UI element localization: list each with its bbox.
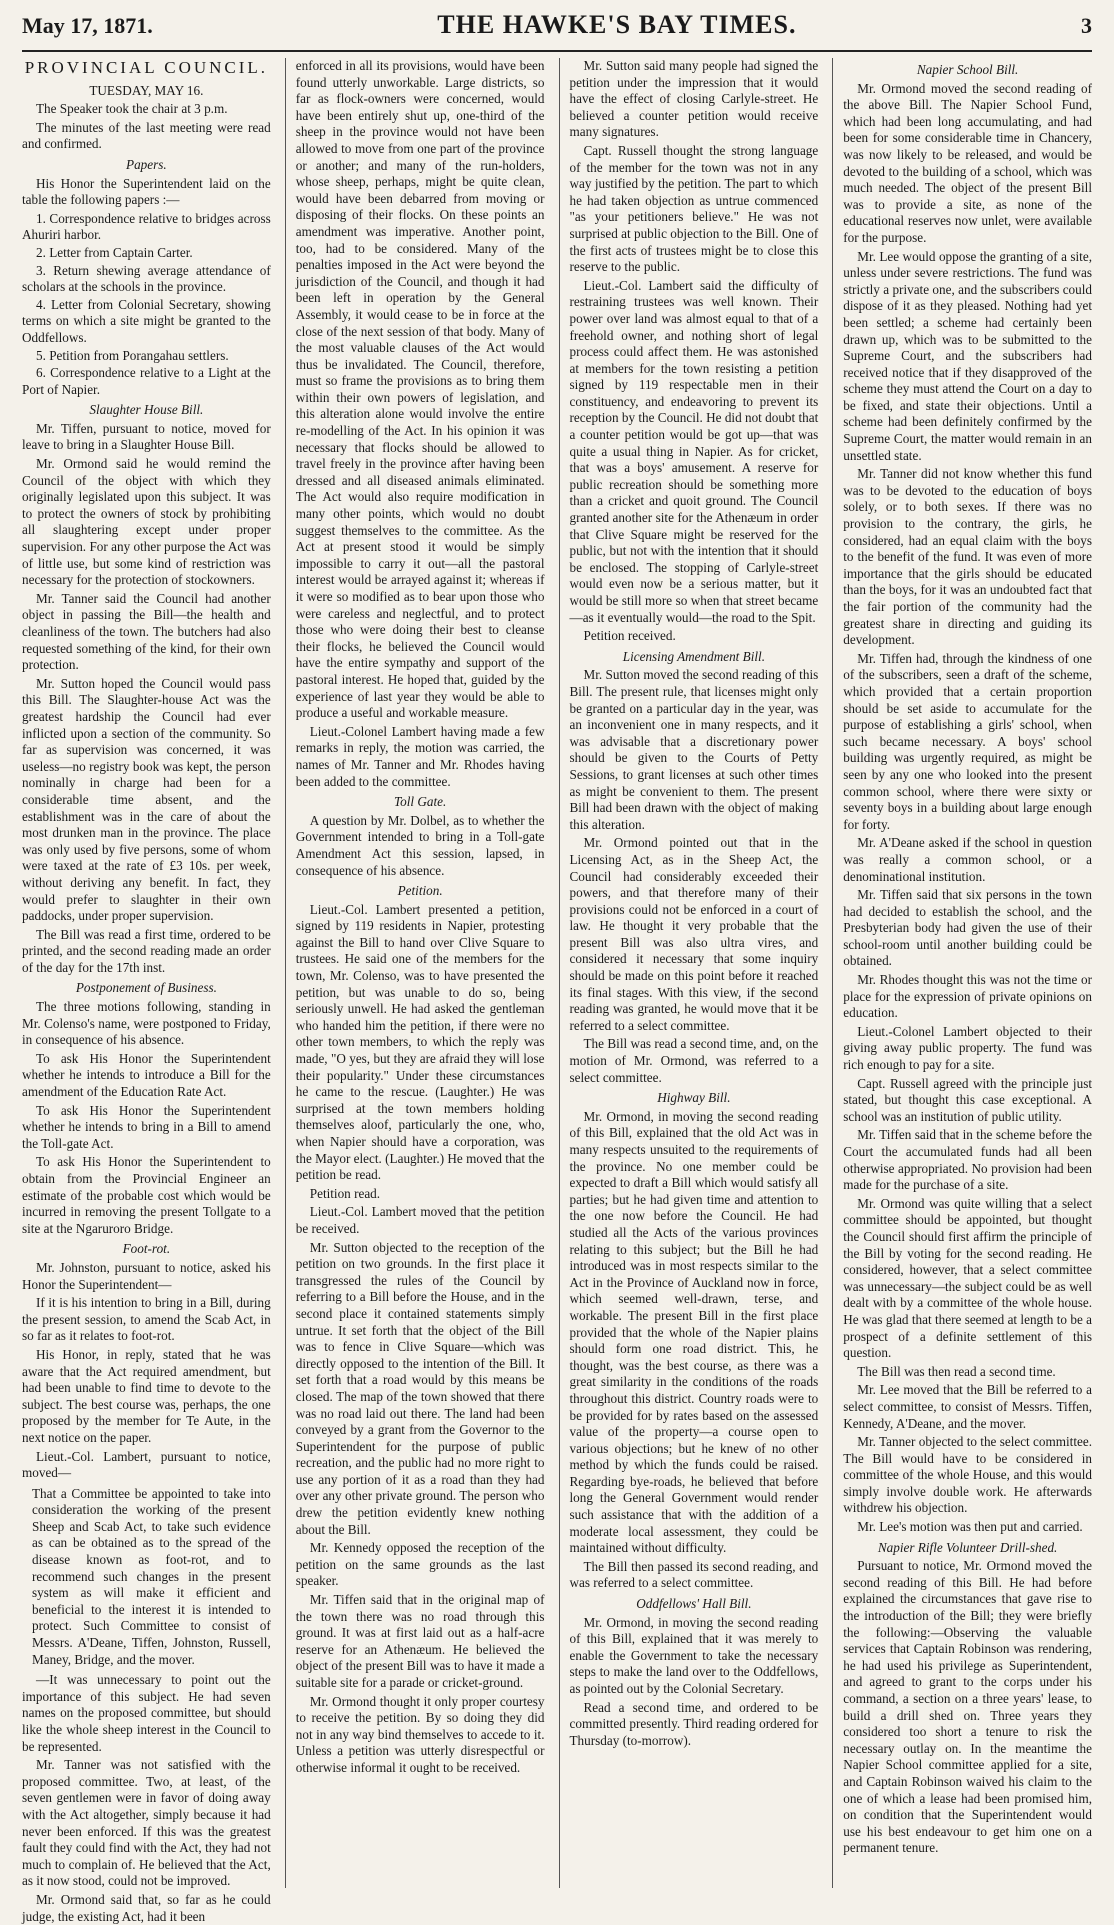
paragraph: Mr. Tanner was not satisfied with the proposed committee. Two, at least, of the seven gentlemen were in favor of doing away with the Act altogether, simply because it had never been enforced. If this was the greatest fault they could find with the Act, they had not much to complain of. He believed that the Act, as it now stood, could not be improved. xyxy=(22,1757,271,1889)
list-item: 5. Petition from Porangahau settlers. xyxy=(36,347,229,363)
paragraph: Mr. Lee would oppose the granting of a site, unless under severe restrictions. The fund was strictly a private one, and the subscribers could dispose of it as they pleased. Nothing had yet been settled; a scheme had certainly been drawn up, which was to be submitted to the Supreme Court, and the subscribers had received notice that if they disapproved of the scheme they must attend the Court on a day to be fixed, and state their objections. Until a scheme had been definitely confirmed by the Supreme Court, the matter would remain in an unsettled state. xyxy=(843,248,1092,463)
paragraph: Lieut.-Col. Lambert moved that the petition be received. xyxy=(295,1204,545,1236)
paragraph: Mr. Tiffen had, through the kindness of one of the subscribers, seen a draft of the scheme, which provided that a certain proportion should be set aside to accumulate for the purpose of establishing a girls' school, when such became necessary. A boys' school building was urgently required, as might be seen by any one who looked into the present common school, where there were sixty or seventy boys in a building about large enough for forty. xyxy=(843,650,1092,832)
paragraph: Mr. Tanner said the Council had another object in passing the Bill—the health and cleanliness of the town. The butchers had also requested something of the kind, for their own protection. xyxy=(22,590,271,673)
paragraph: The Bill was read a first time, ordered to be printed, and the second reading made an order of the day for the 17th inst. xyxy=(22,926,271,975)
paragraph: A question by Mr. Dolbel, as to whether the Government intended to bring in a Toll-gate Amendment Act this session, lapsed, in consequence of his absence. xyxy=(295,812,545,878)
subheading: Postponement of Business. xyxy=(75,980,217,996)
subheading: Highway Bill. xyxy=(657,1090,731,1106)
paragraph: The Speaker took the chair at 3 p.m. xyxy=(36,101,228,117)
paragraph: Mr. Rhodes thought this was not the time or place for the expression of private opinions on education. xyxy=(843,972,1092,1021)
paragraph: His Honor the Superintendent laid on the table the following papers :— xyxy=(22,175,271,208)
paragraph: Read a second time, and ordered to be committed presently. Third reading ordered for Thursday (to-morrow). xyxy=(569,1699,819,1748)
paragraph: Mr. Sutton objected to the reception of the petition on two grounds. In the first place it transgressed the rules of the Council by referring to a Bill before the House, and in the second place it contained statements simply untrue. It set forth that the object of the Bill was to fence in Clive Square—which was directly opposed to the intention of the Bill. It set forth that a road would by this means be closed. The map of the town showed that there was no road laid out there. The land had been conveyed by a grant from the Governor to the Superintendent for the purpose of public recreation, and the public had no more right to use any portion of it as a road than they had over any other private ground. The person who drew the petition evidently knew nothing about the Bill. xyxy=(295,1239,545,1537)
list-item: 1. Correspondence relative to bridges across Ahuriri harbor. xyxy=(22,210,271,243)
paragraph: —It was unnecessary to point out the importance of this subject. He had seven names on the proposed committee, but should like the whole sheep interest in the Council to be represented. xyxy=(22,1672,271,1754)
subheading: Oddfellows' Hall Bill. xyxy=(636,1596,752,1612)
list-item: 3. Return shewing average attendance of scholars at the schools in the province. xyxy=(22,262,271,295)
paragraph: The three motions following, standing in Mr. Colenso's name, were postponed to Friday, in consequence of his absence. xyxy=(22,999,271,1048)
paragraph: Mr. Lee's motion was then put and carried. xyxy=(857,1519,1083,1535)
paragraph: Capt. Russell thought the strong language of the member for the town was not in any way justified by the petition. The part to which he had taken objection as untrue commenced "as your petitioners believe." He was not surprised at public objection to the Bill. One of the first acts of trustees might be to close this reserve to the public. xyxy=(569,142,819,275)
list-item: 6. Correspondence relative to a Light at the Port of Napier. xyxy=(22,365,271,397)
paragraph: Mr. Sutton moved the second reading of this Bill. The present rule, that licenses might only be granted on a particular day in the year, was an inconvenient one in many respects, and it was advisable that a discretionary power should be given to the Courts of Petty Sessions, to grant licenses at such other times as might be convenient to them. The present Bill had been drawn with the object of making this alteration. xyxy=(569,667,819,832)
section-title: PROVINCIAL COUNCIL. xyxy=(24,58,269,77)
newspaper-title: THE HAWKE'S BAY TIMES. xyxy=(437,10,797,39)
paragraph: Mr. Johnston, pursuant to notice, asked his Honor the Superintendent— xyxy=(22,1259,271,1292)
page-number: 3 xyxy=(1080,13,1092,38)
list-item: 4. Letter from Colonial Secretary, showing terms on which a site might be granted to the Oddfellows. xyxy=(22,296,271,345)
paragraph: Lieut.-Colonel Lambert having made a few remarks in reply, the motion was carried, the names of Mr. Tanner and Mr. Rhodes having been added to the committee. xyxy=(295,723,545,789)
paragraph: Mr. Ormond said that, so far as he could judge, the existing Act, had it been xyxy=(22,1891,271,1924)
subheading: Napier Rifle Volunteer Drill-shed. xyxy=(877,1539,1058,1555)
list-item: 2. Letter from Captain Carter. xyxy=(36,244,193,260)
paragraph: Mr. Kennedy opposed the reception of the petition on the same grounds as the last speaker. xyxy=(295,1540,545,1589)
subheading: Toll Gate. xyxy=(393,794,447,810)
masthead xyxy=(22,10,1092,46)
paragraph: Mr. Sutton said many people had signed the petition under the impression that it would have the effect of closing Carlyle-street. He believed a counter petition would receive many signatures. xyxy=(569,58,819,140)
paragraph: Pursuant to notice, Mr. Ormond moved the second reading of this Bill. He had before explained the circumstances that gave rise to the introduction of the Bill; they were briefly the following:—Observing the valuable services that Captain Robinson was rendering, he had used his privilege as Superintendent, and agreed to grant to the corps under his command, a section on a three years' lease, to build a drill shed on. Three years they considered too short a tenure to risk the necessary outlay on. In the meantime the Napier School committee applied for a site, and Captain Robinson waived his claim to the one of which a lease had been promised him, on condition that the Superintendent would use his best endeavour to get him one on a permanent tenure. xyxy=(843,1558,1092,1856)
paragraph: Mr. Ormond, in moving the second reading of this Bill, explained that the old Act was in many respects unsuited to the requirements of the province. No one member could be expected to draft a Bill which would satisfy all parties; but he had given time and attention to the one now before the Council. He had studied all the Acts of the various provinces relating to this subject; but the Bill he had introduced was in most respects similar to the Act in the Province of Auckland now in force, which seemed well-drawn, terse, and workable. The present Bill in the first place provided that the whole of the Napier plains should form one road district. This, he thought, was the best course, as there was a great similarity in the conditions of the roads throughout this district. Country roads were to be provided for by rates based on the assessed value of the property—a course open to various objections; but he knew of no other method by which the funds could be raised. Regarding bye-roads, he believed that before long the General Government would render such assistance that with the addition of a moderate local assessment, they could be maintained without difficulty. xyxy=(569,1108,819,1556)
paragraph: enforced in all its provisions, would have been found utterly unworkable. Large districts, so far as flock-owners were concerned, would have been entirely shut up, one-third of the sheep in the province would not have been allowed to move from one part of the province or another; and many of the run-holders, whose sheep, perhaps, might be quite clean, would have been debarred from moving or disposing of their flocks. On these points an amendment was imperative. Another point, too, had to be considered. Many of the penalties imposed in the Act were beyond the jurisdiction of the Council, and though it had been left in operation by the General Assembly, it would cease to be in force at the close of the next session of that body. Many of the most valuable clauses of the Act would thus be invalidated. The Council, therefore, must so frame the provisions as to bring them within their own powers of legislation, and this alteration alone would involve the entire re-modelling of the Act. In his opinion it was necessary that flocks should be allowed to travel freely in the province after having been dressed and all diseased animals eliminated. The Act would also require modification in many other points, which would no doubt suggest themselves to the committee. As the Act at present stood it would be simply impossible to carry it out—all the pastoral interest would be arrayed against it; whereas if it were so modified as to bear upon those who were careless and neglectful, and to protect those who were doing their best to cleanse their flocks, he believed the Council would have the entire sympathy and support of the pastoral interest. He hoped that, guided by the experience of last year they would be able to produce a useful and workable measure. xyxy=(295,58,545,721)
paragraph: Lieut.-Col. Lambert said the difficulty of restraining trustees was well known. Their power over land was almost equal to that of a freehold owner, and nothing short of legal process could affect them. He was astonished at members for the town resisting a petition signed by 119 respectable men in their constituency, and endeavoring to prevent its reception by the Council. He did not doubt that a counter petition would be got up—that was quite a usual thing in Napier. As for cricket, that was a boys' amusement. A reserve for public recreation should be something more than a cricket and quoit ground. The Council granted another site for the Athenæum in order that Clive Square might be reserved for the public, but not with the intention that it should be enclosed. The stopping of Carlyle-street would even now be a serious matter, but it would be still more so when that street became—as it eventually would—the road to the Spit. xyxy=(569,277,819,625)
paragraph: To ask His Honor the Superintendent to obtain from the Provincial Engineer an estimate of the probable cost which would be incurred in removing the present Tollgate to a site at the Ngaruroro Bridge. xyxy=(22,1154,271,1236)
paragraph: To ask His Honor the Superintendent whether he intends to bring in a Bill to amend the Toll-gate Act. xyxy=(22,1102,271,1151)
paragraph: Mr. Tanner objected to the select committee. The Bill would have to be considered in committee of the whole House, and this would simply involve double work. He afterwards withdrew his objection. xyxy=(843,1434,1092,1516)
paragraph: Mr. Ormond pointed out that in the Licensing Act, as in the Sheep Act, the Council had considerably exceeded their powers, and that therefore many of their provisions could not be enforced in a court of law. He thought it very probable that the present Bill was also ultra vires, and considered it necessary that some inquiry should be made on this point before it reached its final stages. With this view, if the second reading was granted, he would move that it be referred to a select committee. xyxy=(569,835,819,1033)
paragraph: Mr. Ormond moved the second reading of the above Bill. The Napier School Fund, which had been long accumulating, and had been for some considerable time in Chancery, was now likely to be released, and would be devoted to the building of a school, which was much needed. The object of the present Bill was to provide a site, as none of the educational reserves now unlet, were available for the purpose. xyxy=(843,80,1092,245)
paragraph: If it is his intention to bring in a Bill, during the present session, to amend the Scab Act, in so far as it relates to foot-rot. xyxy=(22,1295,271,1344)
paragraph: To ask His Honor the Superintendent whether he intends to introduce a Bill for the amendment of the Education Rate Act. xyxy=(22,1050,271,1100)
motion-text: That a Committee be appointed to take into consideration the working of the present Sheep and Scab Act, to take such evidence as can be obtained as to the spread of the disease known as foot-rot, and to recommend such changes in the present system as will make it efficient and beneficial to the interest it is intended to protect. Such Committee to consist of Messrs. A'Deane, Tiffen, Johnston, Russell, Maney, Bridge, and the mover. xyxy=(32,1485,271,1667)
paragraph: Mr. Sutton hoped the Council would pass this Bill. The Slaughter-house Act was the greatest hardship the Council had ever inflicted upon a section of the community. So far as supervision was concerned, it was useless—no registry book was kept, the person nominally in charge had been for a considerable time absent, and the establishment was in the care of about the most drunken man in the province. The place was only used by five persons, some of whom were taxed at the rate of £3 10s. per week, without deriving any benefit. In fact, they would prefer to slaughter in their own paddocks, under proper supervision. xyxy=(22,675,271,924)
subheading: Napier School Bill. xyxy=(916,62,1019,77)
paragraph: His Honor, in reply, stated that he was aware that the Act required amendment, but had been unable to find time to devote to the subject. The best course was, perhaps, the one proposed by the member for Te Aute, in the next notice on the paper. xyxy=(22,1346,271,1445)
paragraph: The minutes of the last meeting were read and confirmed. xyxy=(22,119,271,152)
paragraph: Mr. Tiffen said that in the original map of the town there was no road through this ground. It was at first laid out as a half-acre reserve for an Athenæum. He believed the object of the present Bill was to have it made a suitable site for a parade or cricket-ground. xyxy=(295,1592,545,1690)
subheading: Papers. xyxy=(126,156,167,172)
paragraph: Mr. Ormond, in moving the second reading of this Bill, explained that it was merely to enable the Government to take the necessary steps to make the land over to the Oddfellows, as pointed out by the Colonial Secretary. xyxy=(569,1614,819,1696)
subheading: Licensing Amendment Bill. xyxy=(622,648,765,664)
paragraph: Mr. Tanner did not know whether this fund was to be devoted to the education of boys solely, or to both sexes. If there was no provision to the contrary, the girls, he considered, had an equal claim with the boys to the benefit of the fund. It was even of more importance that the girls should be educated than the boys, for it was an undoubted fact that the fair portion of the community had the greatest share in directing and guiding its development. xyxy=(843,466,1092,648)
paragraph: Petition read. xyxy=(309,1185,381,1201)
paragraph: Mr. A'Deane asked if the school in question was really a common school, or a denominational institution. xyxy=(843,835,1092,884)
paragraph: Capt. Russell agreed with the principle just stated, but thought this case exceptional. A school was an institution of public utility. xyxy=(843,1075,1092,1124)
issue-date: May 17, 1871. xyxy=(22,13,153,38)
paragraph: The Bill was read a second time, and, on the motion of Mr. Ormond, was referred to a select committee. xyxy=(569,1036,819,1085)
paragraph: Mr. Tiffen said that six persons in the town had decided to establish the school, and the Presbyterian body had given the use of their school-room until another building could be obtained. xyxy=(843,887,1092,969)
column-1 xyxy=(22,58,271,1924)
columns xyxy=(22,58,1092,1924)
session-date: TUESDAY, MAY 16. xyxy=(89,82,204,98)
paragraph: Mr. Ormond said he would remind the Council of the object with which they originally legislated upon this subject. It was to protect the owners of stock by prohibiting all slaughtering except under proper supervision. For any other purpose the Act was of little use, but some kind of restriction was necessary for the protection of stockowners. xyxy=(22,456,271,588)
column-3 xyxy=(559,58,819,1888)
column-4 xyxy=(832,58,1092,1888)
subheading: Slaughter House Bill. xyxy=(89,402,204,418)
paragraph: Lieut.-Colonel Lambert objected to their giving away public property. The fund was rich enough to pay for a site. xyxy=(843,1023,1092,1073)
masthead-rule xyxy=(22,50,1092,52)
paragraph: Mr. Ormond was quite willing that a select committee should be appointed, but thought the Council should first affirm the principle of the Bill by voting for the second reading. He considered, however, that a select committee was unnecessary—the subject could be as well dealt with by a committee of the whole house. He was glad that there seemed at length to be a prospect of a definite settlement of this question. xyxy=(843,1195,1092,1361)
paragraph: The Bill was then read a second time. xyxy=(857,1363,1056,1379)
paragraph: Lieut.-Col. Lambert, pursuant to notice, moved— xyxy=(22,1448,271,1481)
paragraph: Mr. Lee moved that the Bill be referred to a select committee, to consist of Messrs. Tiffen, Kennedy, A'Deane, and the mover. xyxy=(843,1382,1092,1431)
paragraph: Mr. Ormond thought it only proper courtesy to receive the petition. By so doing they did not in any way bind themselves to accede to it. Unless a petition was utterly disrespectful or otherwise informal it ought to be received. xyxy=(295,1693,545,1775)
paragraph: The Bill then passed its second reading, and was referred to a select committee. xyxy=(569,1558,819,1591)
paragraph: Petition received. xyxy=(583,628,676,644)
paragraph: Mr. Tiffen, pursuant to notice, moved for leave to bring in a Slaughter House Bill. xyxy=(22,420,271,453)
paragraph: Mr. Tiffen said that in the scheme before the Court the accumulated funds had all been otherwise appropriated. No provision had been made for the purchase of a site. xyxy=(843,1127,1092,1193)
paragraph: Lieut.-Col. Lambert presented a petition, signed by 119 residents in Napier, protesting against the Bill to hand over Clive Square to trustees. He said one of the members for the town, Mr. Colenso, was to have presented the petition, but was unable to do so, being seriously unwell. He had asked the gentleman who handed him the petition, if there were no other town members, to which the reply was made, "O yes, but they are afraid they will lose their popularity." Under these circumstances he came to the rescue. (Laughter.) He was surprised at the town members holding themselves aloof, particularly the one, who, when Napier should have a corporation, was the Mayor elect. (Laughter.) He moved that the petition be read. xyxy=(295,901,545,1183)
subheading: Petition. xyxy=(397,883,443,899)
subheading: Foot-rot. xyxy=(122,1241,171,1257)
column-2 xyxy=(285,58,545,1888)
